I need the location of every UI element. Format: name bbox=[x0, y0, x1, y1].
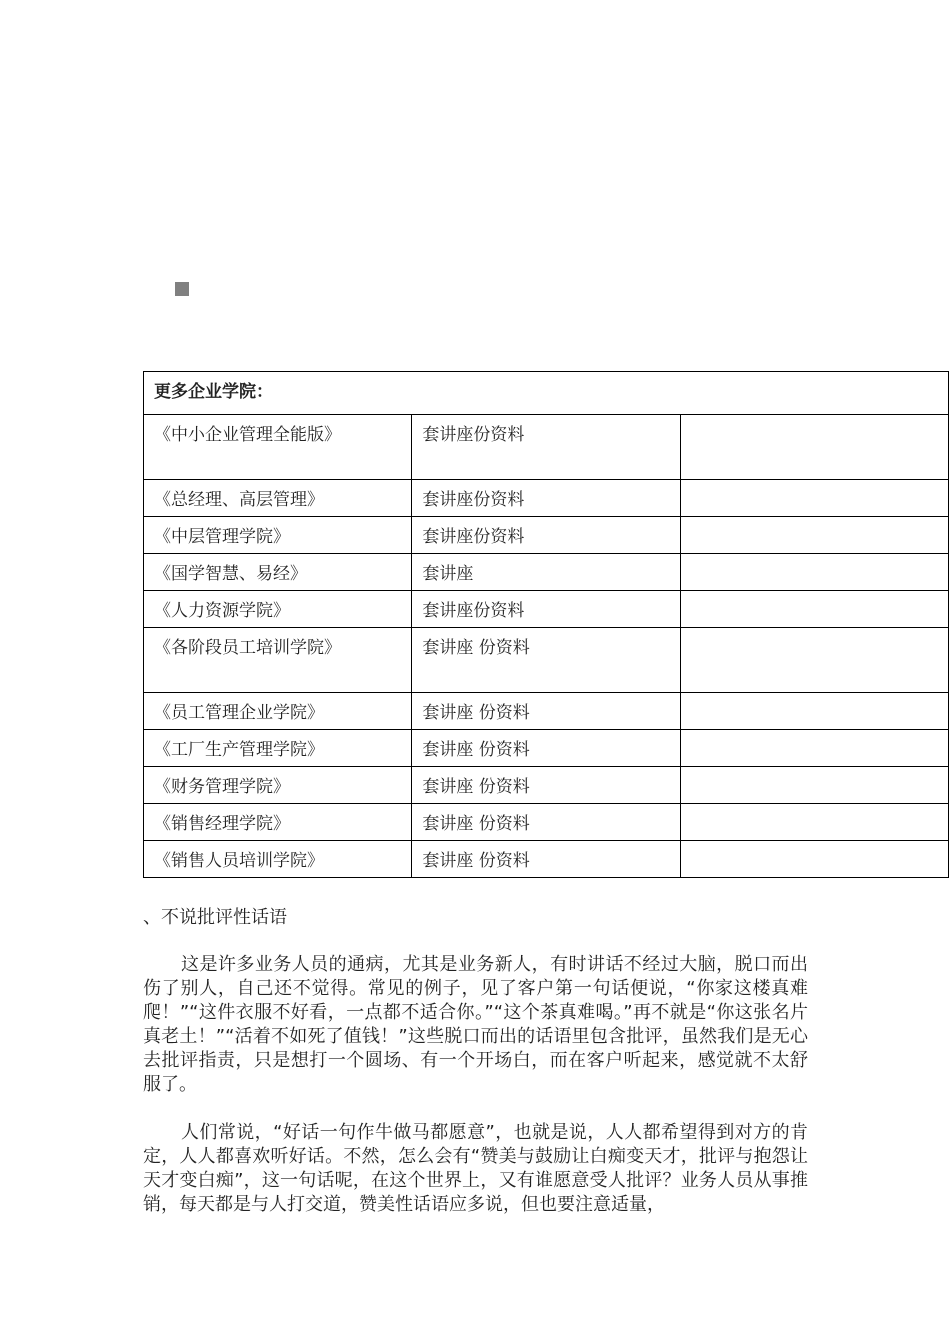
course-extra bbox=[680, 517, 948, 554]
course-name: 《总经理、高层管理》 bbox=[144, 480, 412, 517]
course-detail: 套讲座份资料 bbox=[412, 480, 680, 517]
course-detail: 套讲座 bbox=[412, 554, 680, 591]
course-detail: 套讲座份资料 bbox=[412, 517, 680, 554]
course-name: 《工厂生产管理学院》 bbox=[144, 730, 412, 767]
table-row bbox=[144, 693, 949, 730]
course-detail: 套讲座 份资料 bbox=[412, 804, 680, 841]
course-detail: 套讲座 份资料 bbox=[412, 767, 680, 804]
course-detail: 套讲座份资料 bbox=[412, 591, 680, 628]
course-extra bbox=[680, 730, 948, 767]
table-header-row bbox=[144, 372, 949, 415]
table-row bbox=[144, 517, 949, 554]
course-detail: 套讲座 份资料 bbox=[412, 730, 680, 767]
course-name: 《各阶段员工培训学院》 bbox=[144, 628, 412, 693]
course-detail: 套讲座 份资料 bbox=[412, 628, 680, 693]
course-name: 《员工管理企业学院》 bbox=[144, 693, 412, 730]
course-name: 《国学智慧、易经》 bbox=[144, 554, 412, 591]
table-row bbox=[144, 767, 949, 804]
course-detail: 套讲座 份资料 bbox=[412, 693, 680, 730]
course-name: 《中层管理学院》 bbox=[144, 517, 412, 554]
body-paragraph: 人们常说，“好话一句作牛做马都愿意”，也就是说，人人都希望得到对方的肯定，人人都喜欢听好话。不然，怎么会有“赞美与鼓励让白痴变天才，批评与抱怨让天才变白痴”，这一句话呢，在这个世界上，又有谁愿意受人批评？业务人员从事推销，每天都是与人打交道，赞美性话语应多说，但也要注意适量， bbox=[143, 1122, 808, 1215]
course-name: 《销售经理学院》 bbox=[144, 804, 412, 841]
table-row bbox=[144, 591, 949, 628]
course-extra bbox=[680, 415, 948, 480]
course-extra bbox=[680, 480, 948, 517]
course-extra bbox=[680, 767, 948, 804]
course-name: 《人力资源学院》 bbox=[144, 591, 412, 628]
course-table bbox=[143, 371, 949, 878]
table-row bbox=[144, 804, 949, 841]
course-name: 《财务管理学院》 bbox=[144, 767, 412, 804]
table-row bbox=[144, 554, 949, 591]
course-extra bbox=[680, 628, 948, 693]
course-name: 《中小企业管理全能版》 bbox=[144, 415, 412, 480]
course-name: 《销售人员培训学院》 bbox=[144, 841, 412, 878]
course-extra bbox=[680, 554, 948, 591]
table-row bbox=[144, 628, 949, 693]
table-row bbox=[144, 730, 949, 767]
table-row bbox=[144, 480, 949, 517]
square-bullet-icon bbox=[175, 282, 189, 296]
body-paragraph: 这是许多业务人员的通病，尤其是业务新人，有时讲话不经过大脑，脱口而出伤了别人，自己还不觉得。常见的例子，见了客户第一句话便说，“你家这楼真难爬！”“这件衣服不好看，一点都不适合你。”“这个茶真难喝。”再不就是“你这张名片真老土！”“活着不如死了值钱！”这些脱口而出的话语里包含批评，虽然我们是无心去批评指责，只是想打一个圆场、有一个开场白，而在客户听起来，感觉就不太舒服了。 bbox=[143, 954, 808, 1095]
course-detail: 套讲座 份资料 bbox=[412, 841, 680, 878]
course-detail: 套讲座份资料 bbox=[412, 415, 680, 480]
table-row bbox=[144, 415, 949, 480]
section-heading: 、不说批评性话语 bbox=[143, 907, 287, 928]
course-extra bbox=[680, 804, 948, 841]
table-row bbox=[144, 841, 949, 878]
table-header: 更多企业学院： bbox=[144, 372, 949, 415]
course-extra bbox=[680, 591, 948, 628]
course-extra bbox=[680, 693, 948, 730]
course-extra bbox=[680, 841, 948, 878]
